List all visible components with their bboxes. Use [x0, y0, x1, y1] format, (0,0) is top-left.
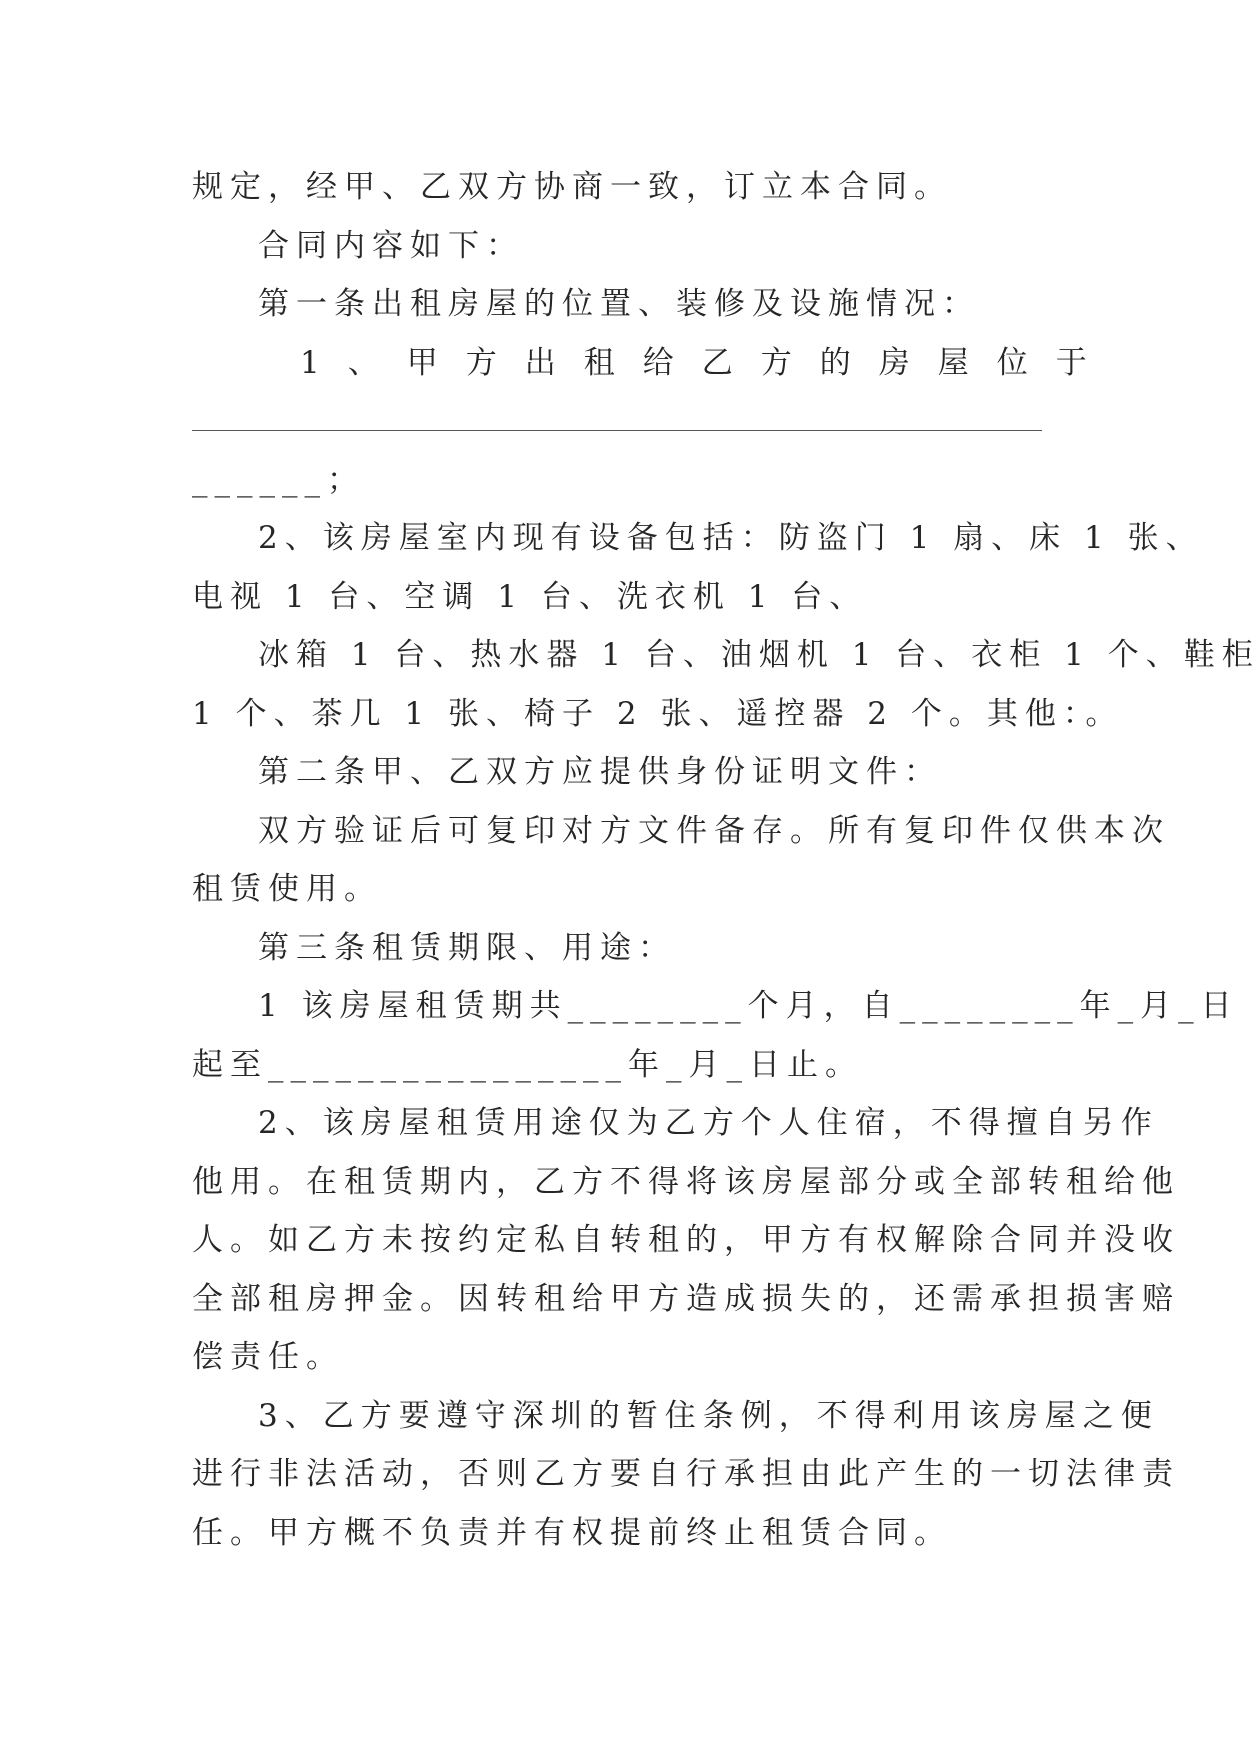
paragraph-line: 电视 1 台、空调 1 台、洗衣机 1 台、	[192, 578, 868, 615]
paragraph-line: 租赁使用。	[192, 871, 382, 907]
paragraph-line: 1 该房屋租赁期共________个月，自________年_月_日	[258, 988, 1239, 1024]
paragraph-line: 冰箱 1 台、热水器 1 台、油烟机 1 台、衣柜 1 个、鞋柜	[258, 637, 1260, 673]
section-heading: 第三条租赁期限、用途：	[258, 929, 676, 966]
section-heading: 第一条出租房屋的位置、装修及设施情况：	[258, 286, 980, 322]
paragraph-line: 起至________________年_月_日止。	[192, 1046, 863, 1083]
paragraph-line: 合同内容如下：	[258, 227, 524, 264]
paragraph-line: 进行非法活动，否则乙方要自行承担由此产生的一切法律责	[192, 1456, 1180, 1492]
paragraph-line: 全部租房押金。因转租给甲方造成损失的，还需承担损害赔	[192, 1280, 1180, 1317]
paragraph-line: 偿责任。	[192, 1339, 344, 1375]
paragraph-line: 1、甲方出租给乙方的房屋位于	[300, 344, 1115, 381]
blank-fill-line	[192, 392, 1054, 451]
paragraph-line: 3、乙方要遵守深圳的暂住条例，不得利用该房屋之便	[258, 1397, 1159, 1434]
section-heading: 第二条甲、乙双方应提供身份证明文件：	[258, 754, 942, 790]
paragraph-line: ______；	[192, 461, 365, 498]
paragraph-line: 他用。在租赁期内，乙方不得将该房屋部分或全部转租给他	[192, 1163, 1180, 1200]
underline-rule	[192, 430, 1042, 431]
paragraph-line: 1 个、茶几 1 张、椅子 2 张、遥控器 2 个。其他：。	[192, 695, 1124, 732]
paragraph-line: 任。甲方概不负责并有权提前终止租赁合同。	[192, 1514, 952, 1551]
paragraph-line: 2、该房屋室内现有设备包括：防盗门 1 扇、床 1 张、	[258, 520, 1204, 556]
paragraph-line: 双方验证后可复印对方文件备存。所有复印件仅供本次	[258, 812, 1170, 849]
paragraph-line: 2、该房屋租赁用途仅为乙方个人住宿，不得擅自另作	[258, 1105, 1159, 1141]
contract-text	[192, 158, 1260, 1562]
paragraph-line: 规定，经甲、乙双方协商一致，订立本合同。	[192, 169, 952, 205]
paragraph-line: 人。如乙方未按约定私自转租的，甲方有权解除合同并没收	[192, 1222, 1180, 1258]
